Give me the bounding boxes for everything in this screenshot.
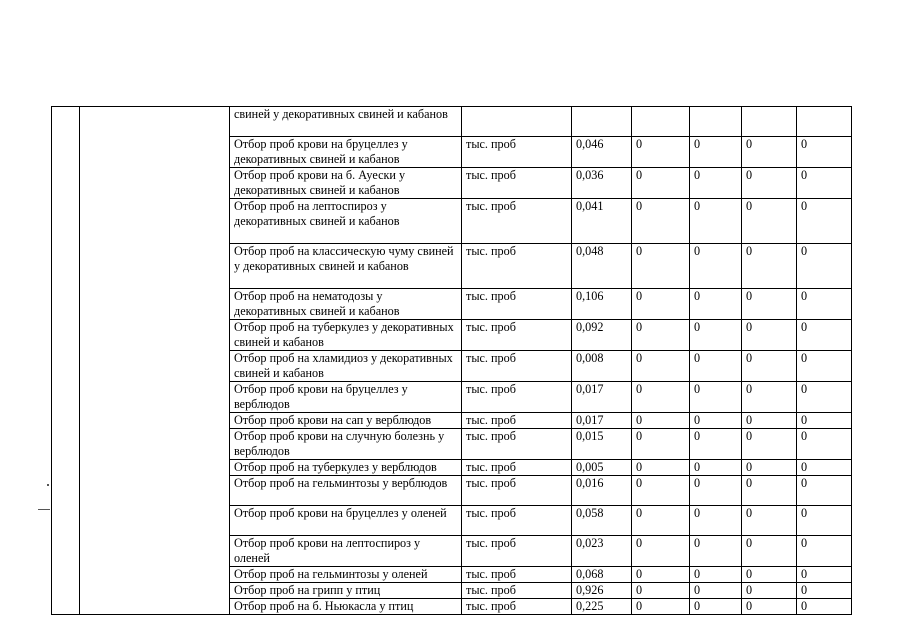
q1-cell: 0	[632, 289, 690, 320]
row-name: Отбор проб на туберкулез у декоративных свиней и кабанов	[230, 320, 462, 351]
q4-cell: 0	[797, 599, 852, 615]
q4-cell: 0	[797, 583, 852, 599]
value-cell: 0,023	[572, 536, 632, 567]
unit-cell: тыс. проб	[462, 413, 572, 429]
unit-cell: тыс. проб	[462, 199, 572, 244]
q2-cell: 0	[690, 506, 742, 536]
q4-cell: 0	[797, 536, 852, 567]
row-name: Отбор проб на б. Ньюкасла у птиц	[230, 599, 462, 615]
q3-cell: 0	[742, 599, 797, 615]
unit-cell: тыс. проб	[462, 583, 572, 599]
unit-cell: тыс. проб	[462, 476, 572, 506]
q3-cell: 0	[742, 583, 797, 599]
value-cell: 0,225	[572, 599, 632, 615]
empty-col-2	[80, 107, 230, 615]
unit-cell: тыс. проб	[462, 506, 572, 536]
row-name: Отбор проб на нематодозы у декоративных свиней и кабанов	[230, 289, 462, 320]
q3-cell: 0	[742, 567, 797, 583]
q3-cell: 0	[742, 460, 797, 476]
value-cell: 0,092	[572, 320, 632, 351]
q3-cell: 0	[742, 536, 797, 567]
q2-cell: 0	[690, 583, 742, 599]
q1-cell: 0	[632, 429, 690, 460]
q4-cell: 0	[797, 199, 852, 244]
row-name: Отбор проб крови на бруцеллез у верблюдов	[230, 382, 462, 413]
q1-cell	[632, 107, 690, 137]
q3-cell: 0	[742, 137, 797, 168]
q1-cell: 0	[632, 567, 690, 583]
value-cell: 0,017	[572, 413, 632, 429]
q4-cell: 0	[797, 289, 852, 320]
q2-cell: 0	[690, 429, 742, 460]
unit-cell: тыс. проб	[462, 244, 572, 289]
unit-cell: тыс. проб	[462, 168, 572, 199]
q3-cell: 0	[742, 382, 797, 413]
unit-cell: тыс. проб	[462, 289, 572, 320]
row-name: Отбор проб на гельминтозы у верблюдов	[230, 476, 462, 506]
q3-cell: 0	[742, 506, 797, 536]
q2-cell: 0	[690, 460, 742, 476]
q1-cell: 0	[632, 320, 690, 351]
q4-cell: 0	[797, 382, 852, 413]
q2-cell: 0	[690, 382, 742, 413]
q2-cell: 0	[690, 168, 742, 199]
row-name: Отбор проб на классическую чуму свиней у декоративных свиней и кабанов	[230, 244, 462, 289]
q4-cell: 0	[797, 506, 852, 536]
q1-cell: 0	[632, 536, 690, 567]
scan-mark-line	[38, 509, 50, 510]
q4-cell: 0	[797, 460, 852, 476]
q4-cell: 0	[797, 476, 852, 506]
q4-cell: 0	[797, 429, 852, 460]
unit-cell: тыс. проб	[462, 382, 572, 413]
q1-cell: 0	[632, 460, 690, 476]
value-cell	[572, 107, 632, 137]
value-cell: 0,008	[572, 351, 632, 382]
value-cell: 0,016	[572, 476, 632, 506]
q2-cell: 0	[690, 536, 742, 567]
q2-cell: 0	[690, 599, 742, 615]
unit-cell: тыс. проб	[462, 460, 572, 476]
q1-cell: 0	[632, 583, 690, 599]
q2-cell: 0	[690, 413, 742, 429]
unit-cell: тыс. проб	[462, 137, 572, 168]
q2-cell: 0	[690, 244, 742, 289]
q4-cell: 0	[797, 320, 852, 351]
row-name: Отбор проб на грипп у птиц	[230, 583, 462, 599]
q3-cell	[742, 107, 797, 137]
row-name: Отбор проб на гельминтозы у оленей	[230, 567, 462, 583]
value-cell: 0,058	[572, 506, 632, 536]
table-body	[52, 107, 852, 615]
q1-cell: 0	[632, 168, 690, 199]
row-name: Отбор проб крови на сап у верблюдов	[230, 413, 462, 429]
q1-cell: 0	[632, 506, 690, 536]
row-name: Отбор проб крови на б. Ауески у декоративных свиней и кабанов	[230, 168, 462, 199]
q4-cell	[797, 107, 852, 137]
value-cell: 0,015	[572, 429, 632, 460]
q2-cell: 0	[690, 137, 742, 168]
unit-cell: тыс. проб	[462, 320, 572, 351]
q4-cell: 0	[797, 168, 852, 199]
q4-cell: 0	[797, 244, 852, 289]
q3-cell: 0	[742, 413, 797, 429]
samples-table	[51, 106, 852, 615]
unit-cell: тыс. проб	[462, 351, 572, 382]
unit-cell: тыс. проб	[462, 536, 572, 567]
q1-cell: 0	[632, 476, 690, 506]
value-cell: 0,005	[572, 460, 632, 476]
value-cell: 0,041	[572, 199, 632, 244]
q2-cell: 0	[690, 199, 742, 244]
empty-col-1	[52, 107, 80, 615]
unit-cell	[462, 107, 572, 137]
q2-cell: 0	[690, 289, 742, 320]
q1-cell: 0	[632, 351, 690, 382]
q2-cell: 0	[690, 567, 742, 583]
table-row	[52, 107, 852, 137]
q2-cell: 0	[690, 351, 742, 382]
q4-cell: 0	[797, 351, 852, 382]
value-cell: 0,017	[572, 382, 632, 413]
q3-cell: 0	[742, 168, 797, 199]
unit-cell: тыс. проб	[462, 429, 572, 460]
value-cell: 0,926	[572, 583, 632, 599]
q3-cell: 0	[742, 351, 797, 382]
row-name: Отбор проб крови на лептоспироз у оленей	[230, 536, 462, 567]
value-cell: 0,046	[572, 137, 632, 168]
q4-cell: 0	[797, 413, 852, 429]
q1-cell: 0	[632, 244, 690, 289]
unit-cell: тыс. проб	[462, 599, 572, 615]
q3-cell: 0	[742, 289, 797, 320]
q4-cell: 0	[797, 137, 852, 168]
q3-cell: 0	[742, 476, 797, 506]
row-name: Отбор проб на лептоспироз у декоративных свиней и кабанов	[230, 199, 462, 244]
row-name: Отбор проб крови на бруцеллез у декоративных свиней и кабанов	[230, 137, 462, 168]
value-cell: 0,036	[572, 168, 632, 199]
q2-cell: 0	[690, 320, 742, 351]
row-name: Отбор проб на хламидиоз у декоративных свиней и кабанов	[230, 351, 462, 382]
q1-cell: 0	[632, 137, 690, 168]
row-name: Отбор проб крови на случную болезнь у верблюдов	[230, 429, 462, 460]
row-name: свиней у декоративных свиней и кабанов	[230, 107, 462, 137]
row-name: Отбор проб на туберкулез у верблюдов	[230, 460, 462, 476]
q4-cell: 0	[797, 567, 852, 583]
row-name: Отбор проб крови на бруцеллез у оленей	[230, 506, 462, 536]
q3-cell: 0	[742, 429, 797, 460]
value-cell: 0,106	[572, 289, 632, 320]
value-cell: 0,068	[572, 567, 632, 583]
scan-mark-dot	[47, 484, 49, 486]
q1-cell: 0	[632, 599, 690, 615]
q1-cell: 0	[632, 413, 690, 429]
q3-cell: 0	[742, 244, 797, 289]
q1-cell: 0	[632, 382, 690, 413]
q1-cell: 0	[632, 199, 690, 244]
q3-cell: 0	[742, 199, 797, 244]
q3-cell: 0	[742, 320, 797, 351]
q2-cell: 0	[690, 476, 742, 506]
value-cell: 0,048	[572, 244, 632, 289]
unit-cell: тыс. проб	[462, 567, 572, 583]
q2-cell	[690, 107, 742, 137]
